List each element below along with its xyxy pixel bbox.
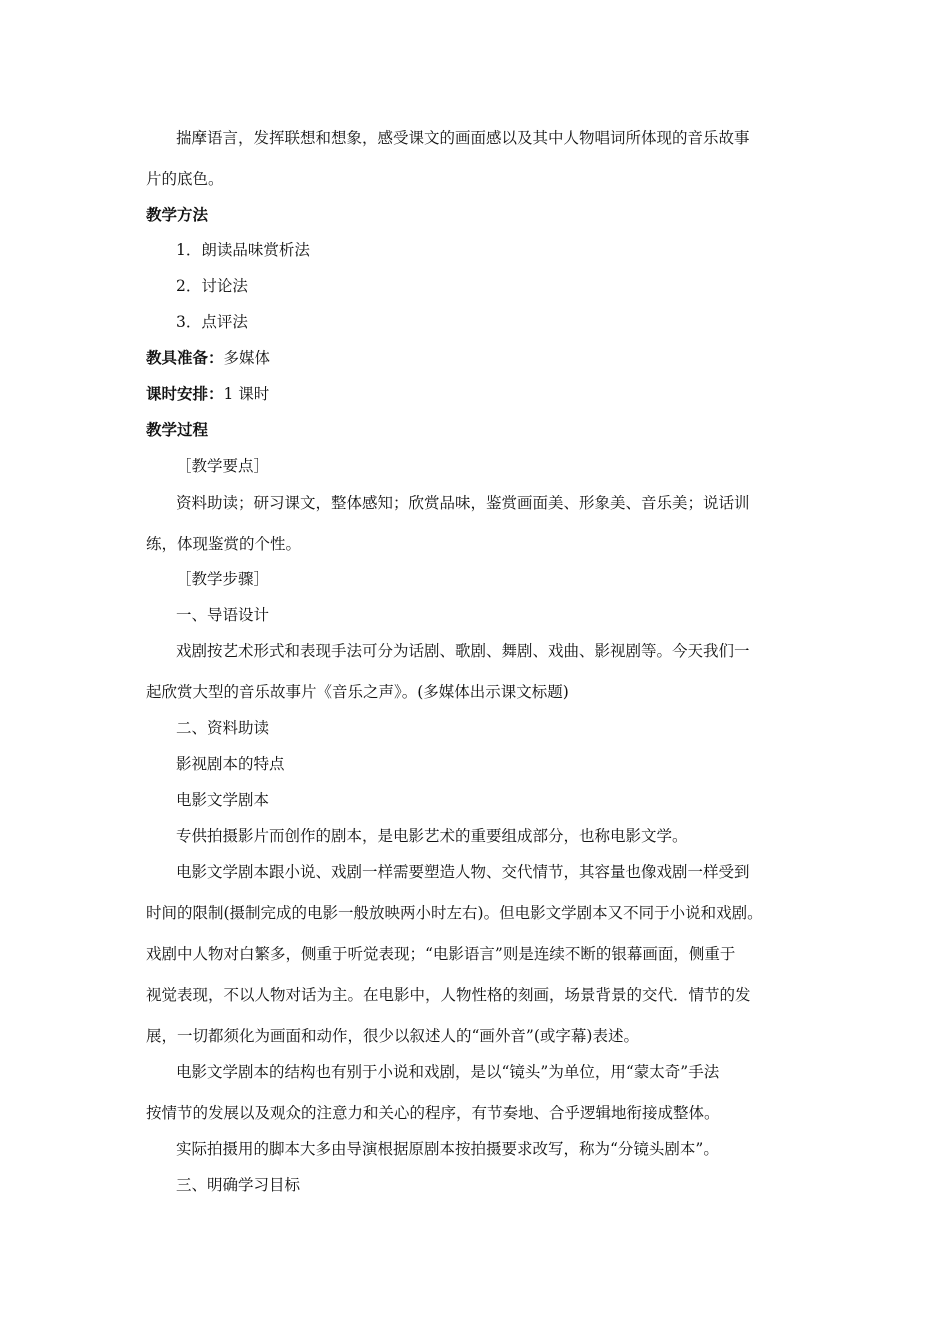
section-1-line-1: 戏剧按艺术形式和表现手法可分为话剧、歌剧、舞剧、戏曲、影视剧等。今天我们一 bbox=[176, 642, 750, 660]
time-value: 1 课时 bbox=[223, 385, 270, 403]
key-points-tag: ［教学要点］ bbox=[176, 457, 270, 475]
method-item-1: 1．朗读品味赏析法 bbox=[176, 241, 310, 259]
section-2-paragraph-2-line-3: 戏剧中人物对白繁多，侧重于听觉表现；“电影语言”则是连续不断的银幕画面，侧重于 bbox=[146, 945, 736, 963]
tools-label: 教具准备： bbox=[146, 349, 224, 367]
section-2-subheading-1: 影视剧本的特点 bbox=[176, 755, 285, 773]
section-2-paragraph-2-line-2: 时间的限制(摄制完成的电影一般放映两小时左右)。但电影文学剧本又不同于小说和戏剧。 bbox=[146, 904, 763, 922]
section-2-paragraph-1: 专供拍摄影片而创作的剧本，是电影艺术的重要组成部分，也称电影文学。 bbox=[176, 827, 688, 845]
section-2-subheading-2: 电影文学剧本 bbox=[176, 791, 270, 809]
tools-value: 多媒体 bbox=[223, 349, 271, 367]
intro-paragraph-line-1: 揣摩语言，发挥联想和想象，感受课文的画面感以及其中人物唱词所体现的音乐故事 bbox=[176, 129, 750, 147]
section-2-paragraph-2-line-1: 电影文学剧本跟小说、戏剧一样需要塑造人物、交代情节，其容量也像戏剧一样受到 bbox=[176, 863, 750, 881]
section-2-paragraph-4: 实际拍摄用的脚本大多由导演根据原剧本按拍摄要求改写，称为“分镜头剧本”。 bbox=[176, 1140, 719, 1158]
section-2-title: 二、资料助读 bbox=[176, 719, 270, 737]
time-label: 课时安排： bbox=[146, 385, 224, 403]
process-heading: 教学过程 bbox=[146, 421, 209, 439]
method-item-2: 2．讨论法 bbox=[176, 277, 248, 295]
section-1-title: 一、导语设计 bbox=[176, 606, 270, 624]
steps-tag: ［教学步骤］ bbox=[176, 570, 270, 588]
tools-line bbox=[146, 347, 270, 369]
section-2-paragraph-3-line-1: 电影文学剧本的结构也有别于小说和戏剧，是以“镜头”为单位，用“蒙太奇”手法 bbox=[176, 1063, 720, 1081]
intro-paragraph-line-2: 片的底色。 bbox=[146, 170, 224, 188]
methods-heading: 教学方法 bbox=[146, 206, 209, 224]
method-item-3: 3．点评法 bbox=[176, 313, 248, 331]
section-2-paragraph-2-line-4: 视觉表现，不以人物对话为主。在电影中，人物性格的刻画，场景背景的交代．情节的发 bbox=[146, 986, 751, 1004]
key-points-line-2: 练，体现鉴赏的个性。 bbox=[146, 535, 302, 553]
section-2-paragraph-2-line-5: 展，一切都须化为画面和动作，很少以叙述人的“画外音”(或字幕)表述。 bbox=[146, 1027, 639, 1045]
key-points-line-1: 资料助读；研习课文，整体感知；欣赏品味，鉴赏画面美、形象美、音乐美；说话训 bbox=[176, 494, 750, 512]
section-2-paragraph-3-line-2: 按情节的发展以及观众的注意力和关心的程序，有节奏地、合乎逻辑地衔接成整体。 bbox=[146, 1104, 720, 1122]
time-line bbox=[146, 383, 269, 405]
section-3-title: 三、明确学习目标 bbox=[176, 1176, 301, 1194]
section-1-line-2: 起欣赏大型的音乐故事片《音乐之声》。(多媒体出示课文标题) bbox=[146, 683, 569, 701]
